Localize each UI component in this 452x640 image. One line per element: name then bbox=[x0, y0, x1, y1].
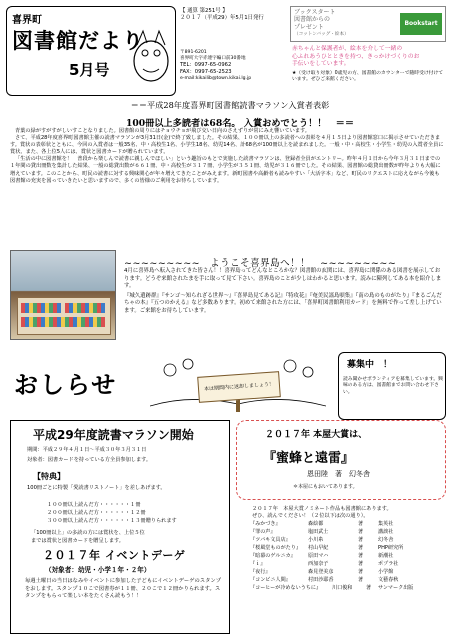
reading-marathon-title: 平成29年度読書マラソン開始 bbox=[33, 428, 194, 442]
award-article-body bbox=[10, 128, 444, 185]
town-name: 喜界町 bbox=[12, 15, 42, 26]
phone: TEL：0997-65-0962 bbox=[180, 62, 232, 69]
award-paragraph: 「生活の中に図書館を！ 普段から楽しんで読書に親しんでほしい」という趣旨のもとで実施した読書マラソンは、登録者全員がエントリー。昨年４月１日から今年３月３１日までの１年間の貸出冊数を集計した結果、一般の総貸出数が６６１冊、中・高校生が３１７冊、小学生が３５１冊、幼児が３１６冊でした。その結果、図書館の総貸出冊数が昨年よりも大幅に増えています。このことから、町民の読書に対する興味関心が年々増えてきたことがみえます。新町図書や高齢者も読みやすい「大活字本」など、町民のリクエストに応えながら今後も図書館の充実を図っていきたいと思いますので、多くの皆様のご利用をお待ちしています。 bbox=[10, 156, 441, 184]
welcome-title: ~~~~~~~~~ ようこそ喜界島へ！！ ~~~~~~~~~ bbox=[124, 258, 397, 269]
welcome-paragraph: 4月に喜界島へ転入されてきた皆さん！！喜界島ってどんなところかな？図書館の玄関には、喜界島に関係のある図書を展示しております。どうぞ来館されたまを手に取って見て下さい。喜界島のことが少しはわかると思います。読みに陳列してある本を紹介します。 bbox=[124, 268, 442, 289]
library-display-photo bbox=[10, 250, 116, 340]
issue-info bbox=[180, 8, 286, 22]
list-item: 『みかづき』 森絵都 著 集英社 bbox=[250, 521, 394, 527]
tier-item: ２００冊以上読んだ方・・・・・・１２冊 bbox=[47, 510, 146, 516]
masthead bbox=[6, 6, 176, 96]
marathon-benefit-label: 【特典】 bbox=[33, 472, 65, 481]
issue-month: 5月号 bbox=[69, 61, 110, 79]
newsletter-title: 図書館だより bbox=[12, 29, 144, 53]
postal-code: 〒891-6201 bbox=[180, 50, 207, 55]
bookstart-banner bbox=[290, 6, 446, 42]
bookstart-line4: （コットンバッグ・絵本） bbox=[294, 32, 349, 38]
issue-date: ２０１７（平成29）年5月1日発行 bbox=[180, 15, 264, 21]
marathon-target: 対象者：図書カードを持っている方全員参加します。 bbox=[27, 457, 152, 463]
event-day-body: 毎週土曜日の当日はなみやイベントに参加した子どもにイベントデーゲのスタンプをおします。スタンプ１０こで図書券が１１冊、２０こで１２冊かりられます。スタンプをもらって楽しい本をたくさん読もう！！ bbox=[25, 578, 221, 600]
bookstart-description: 赤ちゃんと保護者が、絵本を介して一緒の 心ふれあうひとときを持つ、きっかけづくりのお 手伝いをしています。 ★（受け取り対象）0歳児の方、図書館のカウンターで随時受け付けています。ぜひご来館ください。 bbox=[292, 46, 446, 83]
list-item: 『桜風堂ものがたり』 村山早紀 著 PHP研究所 bbox=[250, 545, 404, 551]
list-item: 『ツバキ文具店』 小川糸 著 幻冬舎 bbox=[250, 537, 394, 543]
list-item: 『コーヒーが冷めないうちに』 川口俊和 著 サンマーク出版 bbox=[250, 585, 414, 591]
list-item: 『夜行』 森見登美彦 著 小学館 bbox=[250, 569, 394, 575]
award-paragraph: さて、平成28年度喜界町図書館主催の読書マラソンが3月31日(金)で終了致しました。その結果、１００冊以上の多読者への表彰を４月１５日より図書館窓口に掲示させていただきます。賞状の表彰状とともに、今回の入賞者は一般35名、中・高校生1名、小学生18名、幼児14名、計68名が100冊以上を読まれました。一般・中・高校生・小学生・幼児の入賞者全員に賞状、また、各上位5人には、賞状と図書カードが贈られています。 bbox=[10, 135, 444, 156]
address: 喜界町大字赤連字編口前30番地 bbox=[180, 56, 246, 62]
return-reminder bbox=[150, 350, 326, 410]
tier-item: １００冊以上読んだ方・・・・・・１冊 bbox=[47, 502, 141, 508]
welcome-paragraph: 『城久遺跡群』『サンゴ～知られざる世界～』『喜界島見てある記』『特攻花』『奄美民謡島唄集』『南の島のものがたり』『まるごんだちゃの本』『五つのかえる』など多数あります。初めて来館された方には、「喜界町図書館利用カード」を無料で作って差し上げています。ご来館をお待ちしています。 bbox=[124, 292, 442, 314]
issue-number: 【 通算 第251号 】 bbox=[180, 8, 228, 14]
event-day-title: ２０１７年 イベントデーゲ bbox=[43, 549, 186, 562]
bookstart-line1: ブックスタート bbox=[294, 9, 336, 16]
award-heading: ＝＝平成28年度喜界町図書館読書マラソン入賞者表彰 bbox=[130, 100, 330, 110]
volunteer-title: 募集中 ！ bbox=[347, 360, 393, 370]
list-item: 『コンビニ人間』 村田沙耶香 著 文藝春秋 bbox=[250, 577, 399, 583]
marathon-benefit-desc: 100冊ごとに特製「愛読書リストノート」を差しあげます。 bbox=[27, 485, 166, 491]
award-note: ＊本屋にもおいてあります。 bbox=[293, 484, 358, 490]
award-book-title: 『蜜蜂と遠雷』 bbox=[263, 451, 355, 466]
nominee-list bbox=[250, 520, 444, 592]
volunteer-notice bbox=[338, 352, 446, 420]
bookstart-line3: プレゼント bbox=[294, 23, 324, 31]
welcome-body bbox=[124, 268, 444, 315]
nominee-list-heading: ２０１７年 本屋大賞ノミネート作品も図書館にあります。 ぜひ、読んでください！（２位以下は次の通り）。 bbox=[252, 506, 392, 520]
marathon-note: 「100冊以上」の多読の方には賞状を、上位５位 までは賞状と図書カードを贈呈します。 bbox=[31, 530, 145, 544]
award-paragraph: 青葉の緑がすがすがしいすことなりました。図書館の周りにはチョウチョが飛び交い日向のさえずりが常にみえ響いています。 bbox=[15, 128, 310, 134]
award-heading: ２０１７年 本屋大賞は、 bbox=[265, 430, 368, 440]
bookstore-award-section bbox=[236, 420, 446, 634]
list-item: 『罪の声』 塩田武士 著 講談社 bbox=[250, 529, 394, 535]
bookstart-note: ★（受け取り対象）0歳児の方、図書館のカウンターで随時受け付けています。ぜひご来館ください。 bbox=[292, 70, 444, 82]
reading-marathon-box bbox=[10, 420, 230, 634]
bookstart-line2: 図書館からの bbox=[294, 16, 331, 24]
tier-item: ３００冊以上読んだ方・・・・・・１３冊贈りられます bbox=[47, 518, 177, 524]
return-sign: 本は期間内に返却しましょう！ bbox=[197, 371, 281, 403]
notice-title: おしらせ bbox=[14, 371, 118, 399]
marathon-tiers bbox=[47, 501, 177, 525]
mascot-illustration bbox=[129, 25, 173, 85]
award-frame bbox=[236, 420, 446, 500]
list-item: 『ｉ』 西加奈子 著 ポプラ社 bbox=[250, 561, 399, 567]
award-subheading: 100冊以上多読者は68名。 入賞おめでとう！！ ＝＝ bbox=[125, 118, 355, 129]
volunteer-text: 読み聞かせボランティアを募集しています。興味のある方は、図書館までお問い合わせ下さい。 bbox=[343, 377, 443, 395]
marathon-period: 期間：平成２９年４月１日～平成３０年３月３１日 bbox=[27, 447, 147, 453]
event-day-target: （対象者：幼児・小学１年・２年） bbox=[45, 566, 151, 574]
award-book-author: 恩田陸 著 幻冬舎 bbox=[307, 470, 370, 478]
bookstart-logo: Bookstart bbox=[400, 13, 442, 35]
list-item: 『暗幕のゲルニカ』 原田マハ 著 新潮社 bbox=[250, 553, 394, 559]
contact-info bbox=[180, 50, 286, 82]
fax: FAX：0997-65-2523 bbox=[180, 68, 232, 75]
email: e-mail:kikailib@town.kikai.lg.jp bbox=[180, 75, 252, 81]
